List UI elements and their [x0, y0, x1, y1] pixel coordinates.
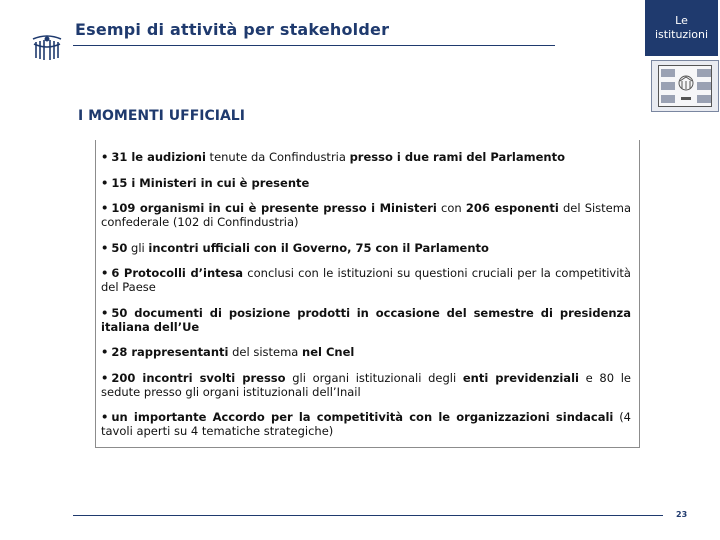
page-number: 23	[676, 510, 688, 519]
bullet-text-bold: nel Cnel	[302, 345, 355, 359]
bullet-text: (4 tavoli aperti su 4 tematiche strategiche)	[101, 410, 631, 438]
content-box	[95, 140, 640, 448]
bullet-marker: •	[101, 240, 109, 255]
institution-building-thumbnail-icon	[658, 65, 712, 107]
bullet-text-bold: 206 esponenti	[465, 201, 559, 215]
bullet-item	[101, 176, 631, 190]
bullet-item	[101, 306, 631, 334]
bullet-text: tenute da Confindustria	[205, 150, 350, 164]
bullet-marker: •	[101, 370, 109, 385]
bullet-text-bold: in occasione del semestre di presidenza italiana dell’Ue	[101, 305, 632, 334]
bullet-item	[101, 241, 631, 255]
bullet-list	[96, 140, 639, 438]
bullet-marker: •	[101, 150, 109, 164]
bullet-marker: •	[101, 175, 109, 190]
institution-thumbnail	[651, 60, 719, 112]
bullet-text-bold: 28 rappresentanti	[111, 345, 229, 359]
footer-divider	[73, 515, 663, 516]
bullet-text-bold: incontri ufficiali con il Governo, 75 con il Parlamento	[148, 240, 489, 255]
bullet-item	[101, 150, 631, 164]
bullet-text: conclusi con le istituzioni su questioni cruciali per la competitività del Paese	[101, 266, 631, 294]
bullet-text-bold: 50 documenti di posizione prodotti	[111, 305, 351, 320]
confindustria-logo-icon	[30, 30, 64, 64]
title-divider	[73, 45, 555, 46]
bullet-text-bold: 15 i Ministeri in cui è presente	[111, 175, 310, 190]
bullet-text-bold: in cui è presente presso i Ministeri	[208, 201, 437, 215]
bullet-text-bold: 6 Protocolli d’intesa	[111, 266, 244, 280]
bullet-text-bold: presso i due rami del Parlamento	[349, 150, 566, 164]
bullet-text: gli organi istituzionali degli	[285, 370, 463, 385]
bullet-text-bold: 31 le audizioni	[111, 150, 206, 164]
bullet-text: gli	[127, 240, 149, 255]
bullet-text: con	[436, 201, 466, 215]
bullet-text-bold: 200 incontri svolti presso	[111, 370, 286, 385]
bullet-item	[101, 410, 631, 438]
bullet-text-bold: enti previdenziali	[462, 370, 579, 385]
bullet-item	[101, 371, 631, 399]
bullet-marker: •	[101, 201, 109, 215]
page-title: Esempi di attività per stakeholder	[75, 20, 390, 39]
section-badge-line-1: Le	[675, 14, 688, 27]
section-badge-line-2: istituzioni	[654, 28, 709, 41]
bullet-text: e 80 le sedute presso gli organi istituzionali dell’Inail	[101, 370, 632, 399]
bullet-text-bold: 109 organismi	[111, 201, 205, 215]
bullet-item	[101, 266, 631, 294]
section-badge	[645, 0, 718, 56]
bullet-text: del sistema	[228, 345, 303, 359]
bullet-marker: •	[101, 305, 109, 320]
bullet-marker: •	[101, 266, 109, 280]
bullet-text	[350, 306, 357, 320]
bullet-marker: •	[101, 410, 109, 424]
bullet-item	[101, 345, 631, 359]
bullet-text-bold: 50	[111, 240, 128, 255]
bullet-item	[101, 201, 631, 229]
bullet-text-bold: un importante Accordo per la competitività con le organizzazioni sindacali	[111, 410, 614, 424]
bullet-text: del Sistema confederale (102 di Confindustria)	[101, 201, 632, 229]
bullet-marker: •	[101, 345, 109, 359]
section-heading: I MOMENTI UFFICIALI	[78, 108, 245, 124]
